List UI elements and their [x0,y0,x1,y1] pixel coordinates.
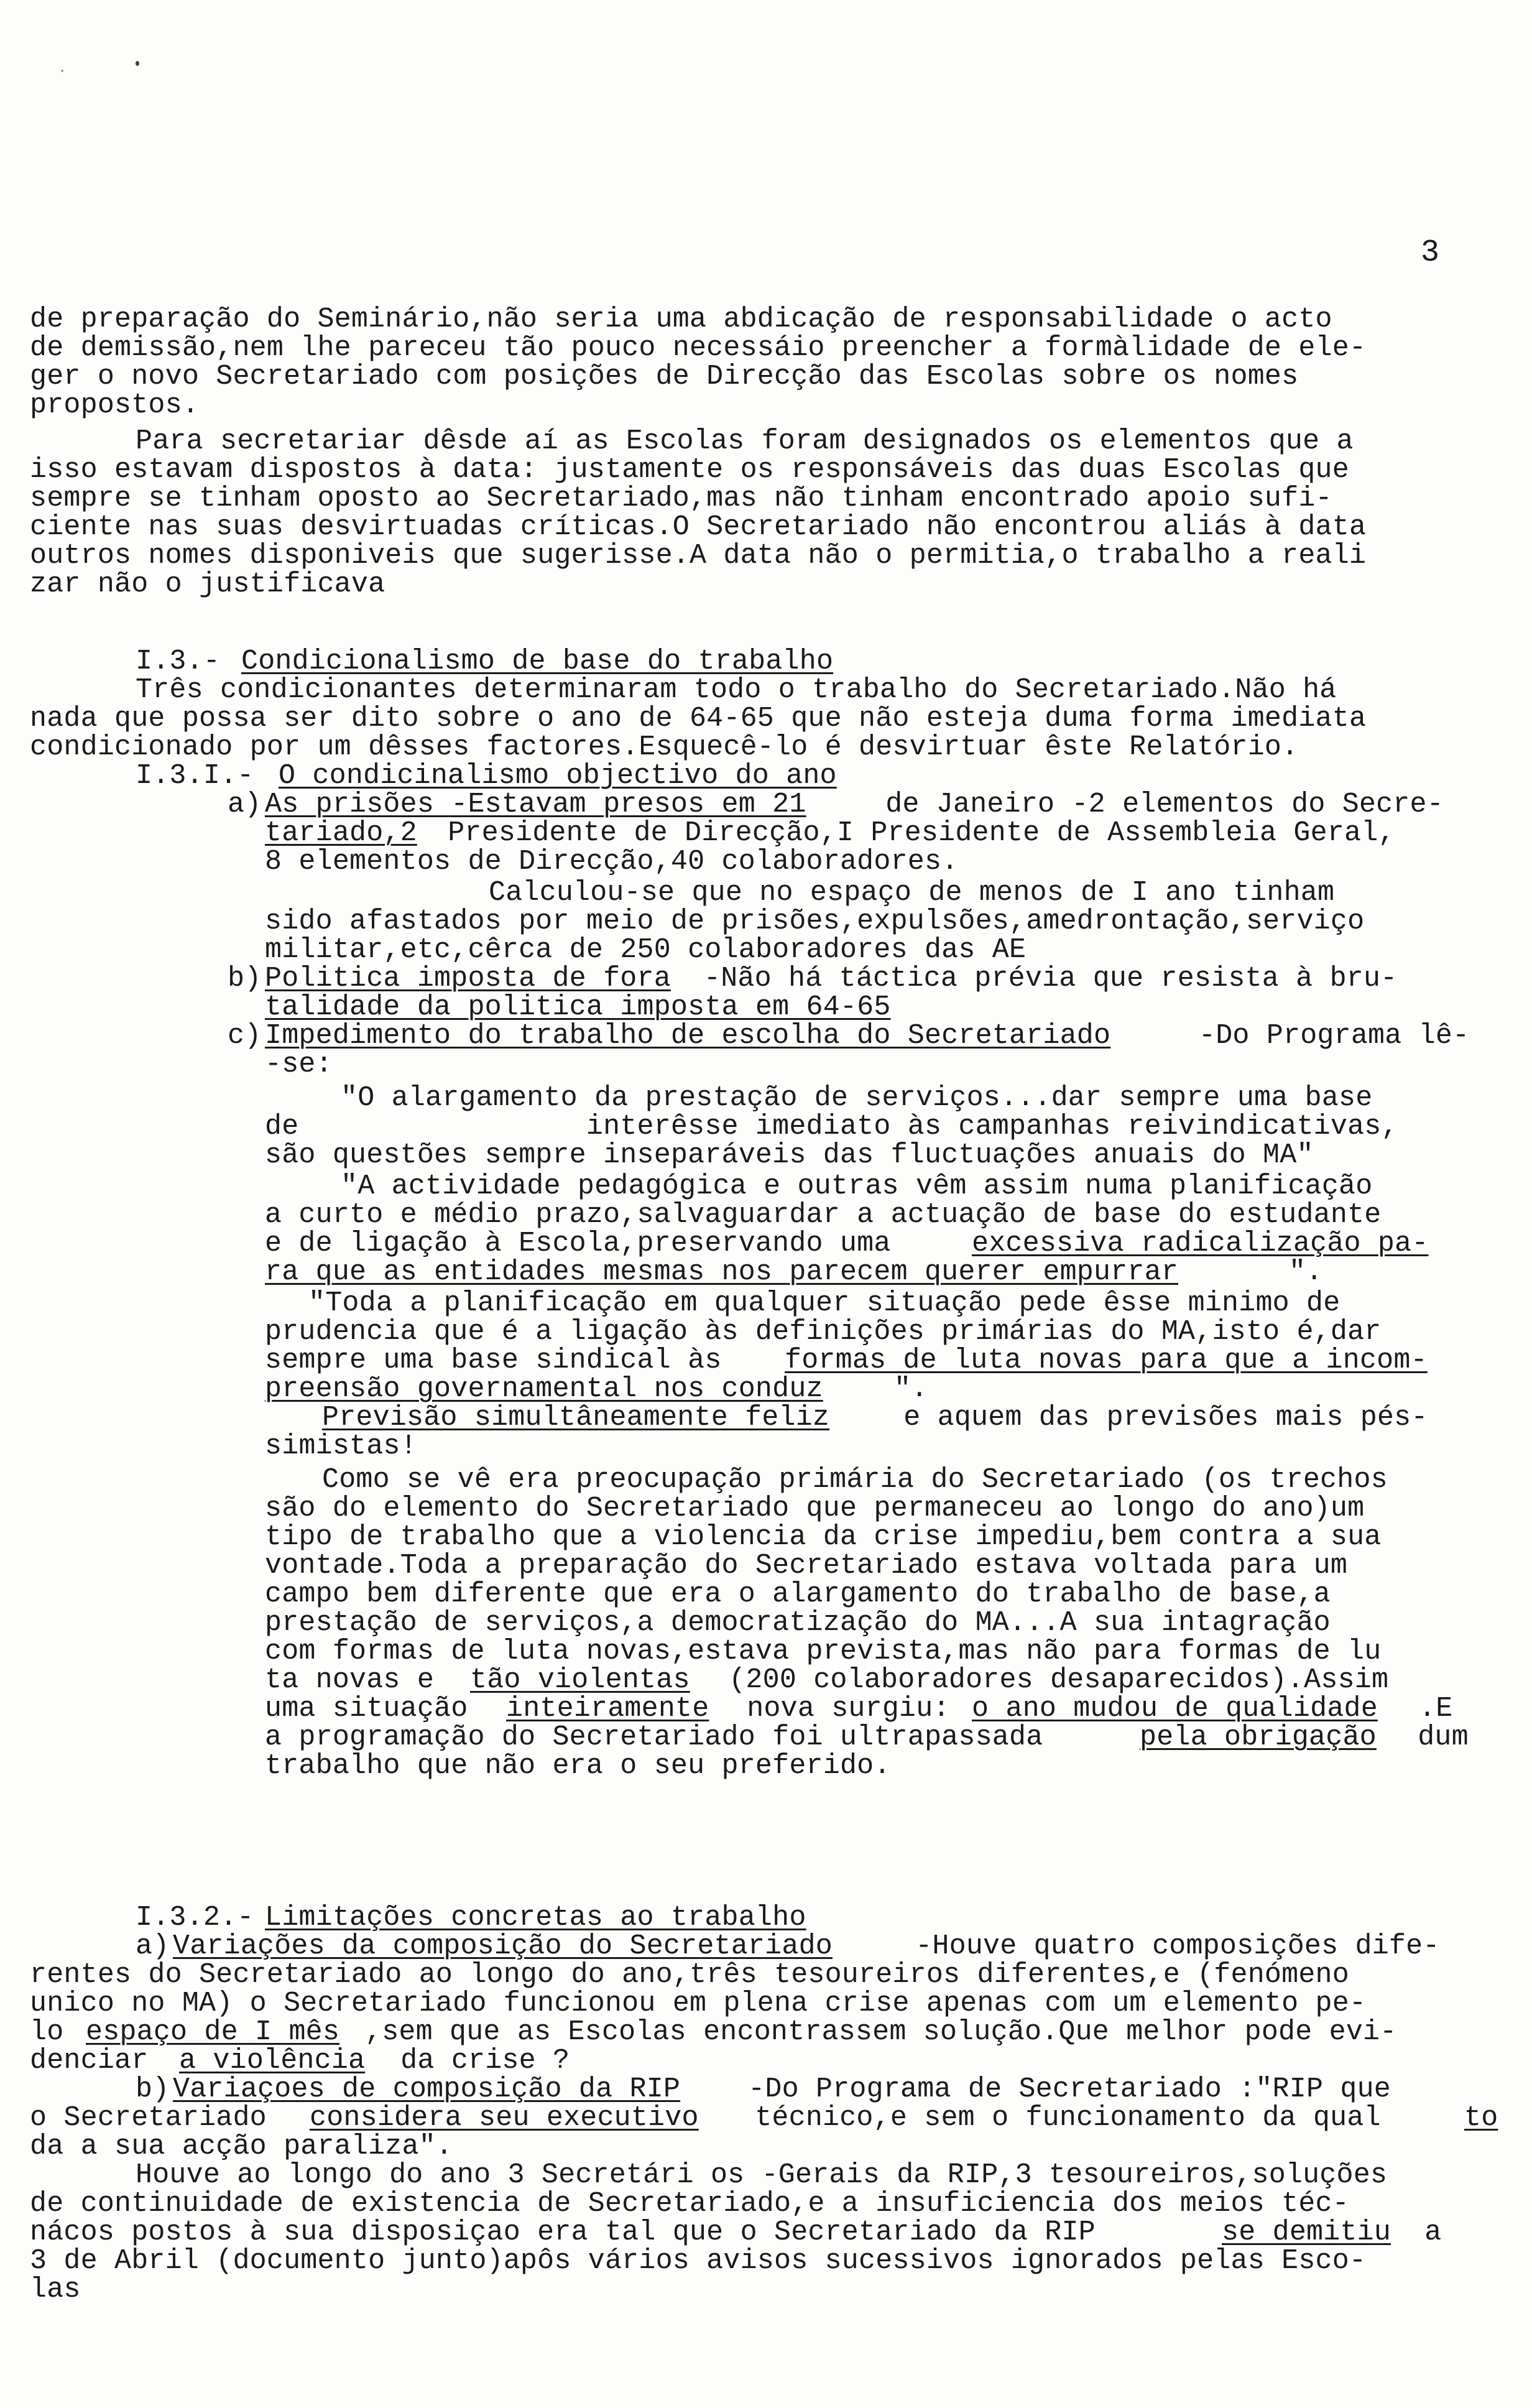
text-line: técnico,e sem o funcionamento da qual [738,2102,1398,2134]
underlined-text: espaço de I mês [86,2016,340,2048]
text-line: vontade.Toda a preparação do Secretariado estava voltada para um [265,1550,1348,1581]
underlined-text: se demitiu [1222,2216,1391,2248]
text-line: dum [1401,1721,1469,1753]
text-line: e de ligação à Escola,preservando uma [265,1228,908,1259]
text-line: ,sem que as Escolas encontrassem solução.Que melhor pode evi- [365,2016,1397,2048]
underlined-text: Condicionalismo de base do trabalho [241,646,834,677]
text-line: ". [1289,1256,1323,1288]
underlined-text: excessiva radicalização pa- [972,1228,1429,1259]
text-line: tipo de trabalho que a violencia da crise impediu,bem contra a sua [265,1521,1382,1553]
text-line: 3 de Abril (documento junto)apôs vários avisos sucessivos ignorados pelas Esco- [30,2245,1367,2277]
text-line: a [1408,2216,1442,2248]
text-line: I.3.I.- [136,760,254,792]
text-line: são questões sempre inseparáveis das fluctuações anuais do MA" [265,1139,1314,1171]
text-line: de demissão,nem lhe pareceu tão pouco necessáio preencher a formàlidade de ele- [30,332,1367,364]
text-line: ciente nas suas desvirtuadas críticas.O Secretariado não encontrou aliás à data [30,511,1367,543]
text-line: unico no MA) o Secretariado funcionou em plena crise apenas com um elemento pe- [30,1988,1367,2019]
text-line: a curto e médio prazo,salvaguardar a actuação de base do estudante [265,1199,1382,1231]
underlined-text: ra que as entidades mesmas nos parecem querer empurrar [265,1256,1179,1288]
text-line: da a sua acção paraliza". [30,2131,453,2162]
underlined-text: preensão governamental nos conduz [265,1373,823,1405]
text-line: nácos postos à sua disposiçao era tal que o Secretariado da RIP [30,2216,1113,2248]
text-line: são do elemento do Secretariado que permaneceu ao longo do ano)um [265,1493,1365,1524]
text-line: las [30,2274,81,2305]
underlined-text: tariado,2 [265,817,417,849]
text-line: I.3.- [136,646,221,677]
text-line: c) [228,1020,262,1052]
underlined-text: Variações da composição do Secretariado [173,1930,833,1962]
underlined-text: to [1464,2102,1498,2134]
underlined-text: As prisões -Estavam presos em 21 [265,789,806,820]
underlined-text: Previsão simultâneamente feliz [322,1402,830,1433]
text-line: nova surgiu: [730,1693,950,1725]
text-line: -Houve quatro composições dife- [898,1930,1440,1962]
text-line: e aquem das previsões mais pés- [887,1402,1428,1433]
text-line: simistas! [265,1430,417,1462]
text-line: trabalho que não era o seu preferido. [265,1750,891,1782]
scan-speck [136,61,139,66]
underlined-text: pela obrigação [1140,1721,1377,1753]
text-line: de continuidade de existencia de Secretariado,e a insuficiencia dos meios téc- [30,2188,1349,2220]
text-line: ger o novo Secretariado com posições de Direcção das Escolas sobre os nomes [30,361,1299,392]
text-line: com formas de luta novas,estava prevista,mas não para formas de lu [265,1636,1382,1667]
text-line: Para secretariar dêsde aí as Escolas foram designados os elementos que a [136,425,1354,457]
text-line: Como se vê era preocupação primária do Secretariado (os trechos [322,1464,1388,1496]
text-line: zar não o justificava [30,568,385,600]
text-line: sempre se tinham oposto ao Secretariado,mas não tinham encontrado apoio sufi- [30,483,1332,514]
text-line: sido afastados por meio de prisões,expulsões,amedrontação,serviço [265,905,1365,937]
underlined-text: o ano mudou de qualidade [972,1693,1378,1725]
text-line: a) [228,789,262,820]
text-line: Presidente de Direcção,I Presidente de Assembleia Geral, [431,817,1395,849]
text-line: nada que possa ser dito sobre o ano de 64-65 que não esteja duma forma imediata [30,703,1367,734]
text-line: lo [30,2016,81,2048]
text-line: rentes do Secretariado ao longo do ano,três tesoureiros diferentes,e (fenómeno [30,1959,1349,1991]
text-line: b) [228,963,262,994]
text-line: 8 elementos de Direcção,40 colaboradores. [265,846,959,878]
text-line: Houve ao longo do ano 3 Secretári os -Gerais da RIP,3 tesoureiros,soluções [136,2159,1388,2191]
text-line: isso estavam dispostos à data: justamente os responsáveis das duas Escolas que [30,454,1349,486]
text-line: condicionado por um dêsses factores.Esquecê-lo é desvirtuar êste Relatório. [30,731,1299,763]
text-line: ta novas e [265,1664,451,1696]
underlined-text: Politica imposta de fora [265,963,671,994]
text-line: Calculou-se que no espaço de menos de I ano tinham [489,877,1335,909]
underlined-text: Limitações concretas ao trabalho [265,1902,806,1933]
text-line: I.3.2.- [136,1902,254,1933]
text-line: denciar [30,2045,165,2077]
text-line: "Toda a planificação em qualquer situação pede êsse minimo de [308,1287,1340,1319]
text-line: (200 colaboradores desaparecidos).Assim [712,1664,1389,1696]
text-line: sempre uma base sindical às [265,1345,739,1376]
text-line: da crise ? [384,2045,570,2077]
text-line: "A actividade pedagógica e outras vêm assim numa planificação [341,1170,1373,1202]
underlined-text: talidade da politica imposta em 64-65 [265,991,891,1023]
underlined-text: tão violentas [470,1664,690,1696]
text-line: a) [136,1930,170,1962]
text-line: de interêsse imediato às campanhas reivindicativas, [265,1111,1398,1142]
underlined-text: O condicinalismo objectivo do ano [279,760,837,792]
text-line: o Secretariado [30,2102,284,2134]
underlined-text: a violência [179,2045,366,2077]
text-line: Três condicionantes determinaram todo o trabalho do Secretariado.Não há [136,674,1337,706]
text-line: -Do Programa de Secretariado :"RIP que [731,2073,1391,2105]
text-line: b) [136,2073,170,2105]
scan-speck [61,70,63,72]
text-line: prestação de serviços,a democratização do MA...A sua intagração [265,1607,1331,1639]
text-line: -Não há táctica prévia que resista à bru- [704,963,1398,994]
text-line: ". [894,1373,928,1405]
text-line: militar,etc,cêrca de 250 colaboradores das AE [265,934,1027,966]
text-line: de Janeiro -2 elementos do Secre- [869,789,1444,820]
underlined-text: formas de luta novas para que a incom- [785,1345,1428,1376]
underlined-text: considera seu executivo [310,2102,699,2134]
underlined-text: Impedimento do trabalho de escolha do Secretariado [265,1020,1111,1052]
text-line: de preparação do Seminário,não seria uma abdicação de responsabilidade o acto [30,303,1332,335]
text-line: uma situação [265,1693,485,1725]
page-number: 3 [1421,235,1440,271]
underlined-text: inteiramente [506,1693,709,1725]
text-line: outros nomes disponiveis que sugerisse.A data não o permitia,o trabalho a reali [30,540,1367,572]
text-line: campo bem diferente que era o alargamento do trabalho de base,a [265,1578,1331,1610]
text-line: .E [1419,1693,1453,1725]
text-line: prudencia que é a ligação às definições primárias do MA,isto é,dar [265,1316,1382,1348]
text-line: a programação do Secretariado foi ultrapassada [265,1721,1060,1753]
text-line: propostos. [30,389,200,421]
text-line: -Do Programa lê- [1199,1020,1470,1052]
underlined-text: Variaçoes de composição da RIP [173,2073,681,2105]
text-line: "O alargamento da prestação de serviços...dar sempre uma base [341,1082,1373,1114]
text-line: -se: [265,1049,333,1080]
